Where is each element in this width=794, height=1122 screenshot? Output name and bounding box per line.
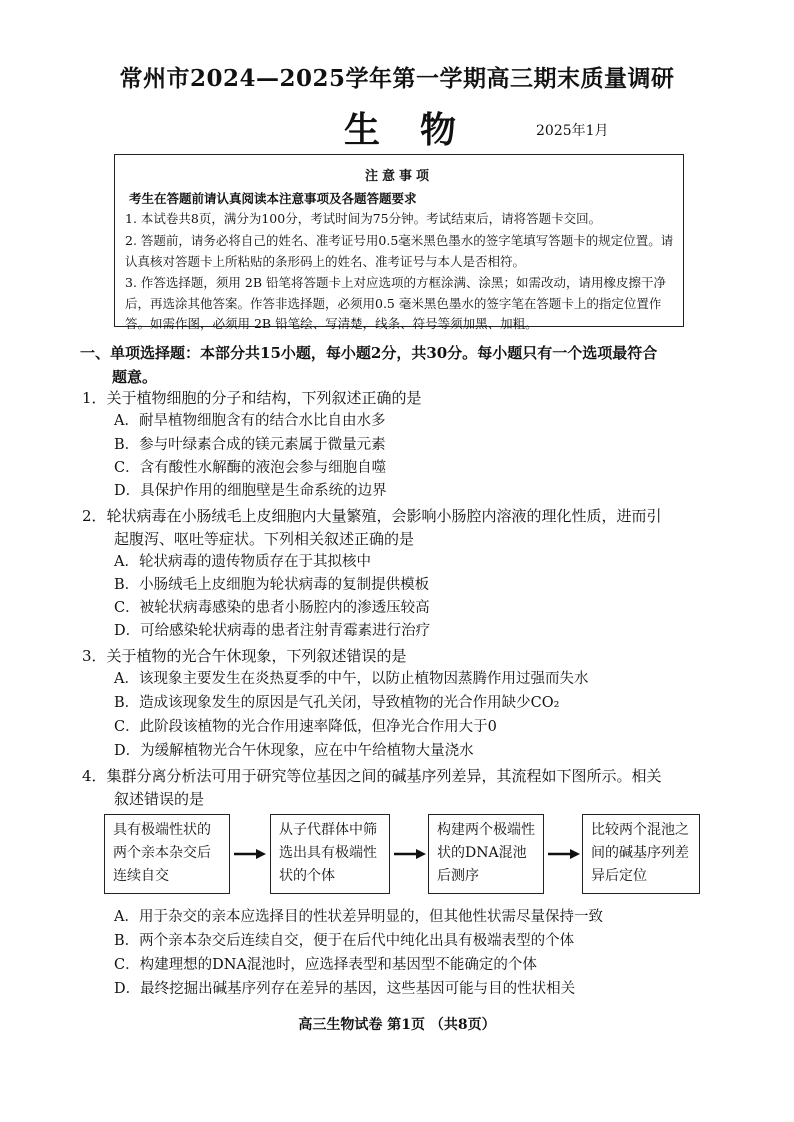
q1-option-c: C．含有酸性水解酶的液泡会参与细胞自噬 — [114, 460, 387, 476]
section-heading — [80, 341, 720, 389]
q2-option-d: D．可给感染轮状病毒的患者注射青霉素进行治疗 — [114, 623, 431, 639]
question-1-stem: 1．关于植物细胞的分子和结构，下列叙述正确的是 — [82, 389, 422, 407]
section-line-1: 一、单项选择题：本部分共15小题，每小题2分，共30分。每小题只有一个选项最符合 — [80, 344, 658, 362]
flow-step-1: 具有极端性状的两个亲本杂交后连续自交 — [104, 814, 230, 894]
subject-title: 生物 — [344, 109, 497, 151]
notice-intro: 考生在答题前请认真阅读本注意事项及各题答题要求 — [129, 191, 417, 206]
question-4-stem-line-2: 叙述错误的是 — [114, 790, 205, 808]
notice-item-3: 3. 作答选择题，须用 2B 铅笔将答题卡上对应选项的方框涂满、涂黑；如需改动，请用橡皮擦干净后，再选涂其他答案。作答非选择题，必须用0.5 毫米黑色墨水的签字笔在答题卡上的指定位置作答。如需作图，必须用 2B 铅笔绘、写清楚，线条、符号等须加黑、加粗。 — [125, 275, 666, 331]
flow-step-3: 构建两个极端性状的DNA混池后测序 — [428, 814, 544, 894]
q4-option-b: B．两个亲本杂交后连续自交，便于在后代中纯化出具有极端表型的个体 — [114, 933, 575, 949]
notice-item-1: 1. 本试卷共8页，满分为100分，考试时间为75分钟。考试结束后，请将答题卡交回。 — [125, 211, 602, 226]
q3-option-c: C．此阶段该植物的光合作用速率降低，但净光合作用大于0 — [114, 719, 497, 735]
flow-step-2: 从子代群体中筛选出具有极端性状的个体 — [270, 814, 390, 894]
q2-option-a: A．轮状病毒的遗传物质存在于其拟核中 — [114, 554, 371, 570]
q3-option-b: B．造成该现象发生的原因是气孔关闭，导致植物的光合作用缺少CO₂ — [114, 695, 560, 711]
q2-option-c: C．被轮状病毒感染的患者小肠腔内的渗透压较高 — [114, 600, 430, 616]
notice-heading: 注意事项 — [364, 169, 433, 184]
arrow-right-icon — [548, 848, 580, 860]
question-3-stem: 3．关于植物的光合午休现象，下列叙述错误的是 — [82, 647, 407, 665]
q4-option-d: D．最终挖掘出碱基序列存在差异的基因，这些基因可能与目的性状相关 — [114, 981, 576, 997]
exam-title: 常州市2024—2025学年第一学期高三期末质量调研 — [119, 65, 675, 92]
section-line-2: 题意。 — [112, 368, 158, 386]
q1-option-a: A．耐旱植物细胞含有的结合水比自由水多 — [114, 413, 386, 429]
question-2-stem-line-1: 2．轮状病毒在小肠绒毛上皮细胞内大量繁殖，会影响小肠腔内溶液的理化性质，进而引 — [82, 507, 662, 525]
q4-option-a: A．用于杂交的亲本应选择目的性状差异明显的，但其他性状需尽量保持一致 — [114, 909, 603, 925]
question-4-stem-line-1: 4．集群分离分析法可用于研究等位基因之间的碱基序列差异，其流程如下图所示。相关 — [82, 767, 662, 785]
q3-option-a: A．该现象主要发生在炎热夏季的中午，以防止植物因蒸腾作用过强而失水 — [114, 671, 589, 687]
arrow-right-icon — [394, 848, 426, 860]
flow-step-4: 比较两个混池之间的碱基序列差异后定位 — [582, 814, 700, 894]
q1-option-d: D．具保护作用的细胞壁是生命系统的边界 — [114, 483, 387, 499]
arrow-right-icon — [234, 848, 266, 860]
exam-date: 2025年1月 — [536, 123, 609, 139]
q2-option-b: B．小肠绒毛上皮细胞为轮状病毒的复制提供模板 — [114, 577, 430, 593]
notice-item-2: 2. 答题前，请务必将自己的姓名、准考证号用0.5毫米黑色墨水的签字笔填写答题卡的规定位置。请认真核对答题卡上所粘贴的条形码上的姓名、准考证号与本人是否相符。 — [125, 233, 674, 269]
q3-option-d: D．为缓解植物光合午休现象，应在中午给植物大量浇水 — [114, 743, 474, 759]
q1-option-b: B．参与叶绿素合成的镁元素属于微量元素 — [114, 437, 386, 453]
q4-option-c: C．构建理想的DNA混池时，应选择表型和基因型不能确定的个体 — [114, 957, 537, 973]
question-2-stem-line-2: 起腹泻、呕吐等症状。下列相关叙述正确的是 — [114, 530, 415, 548]
notice-box — [114, 154, 684, 331]
page-footer: 高三生物试卷 第1页 （共8页） — [298, 1017, 496, 1033]
